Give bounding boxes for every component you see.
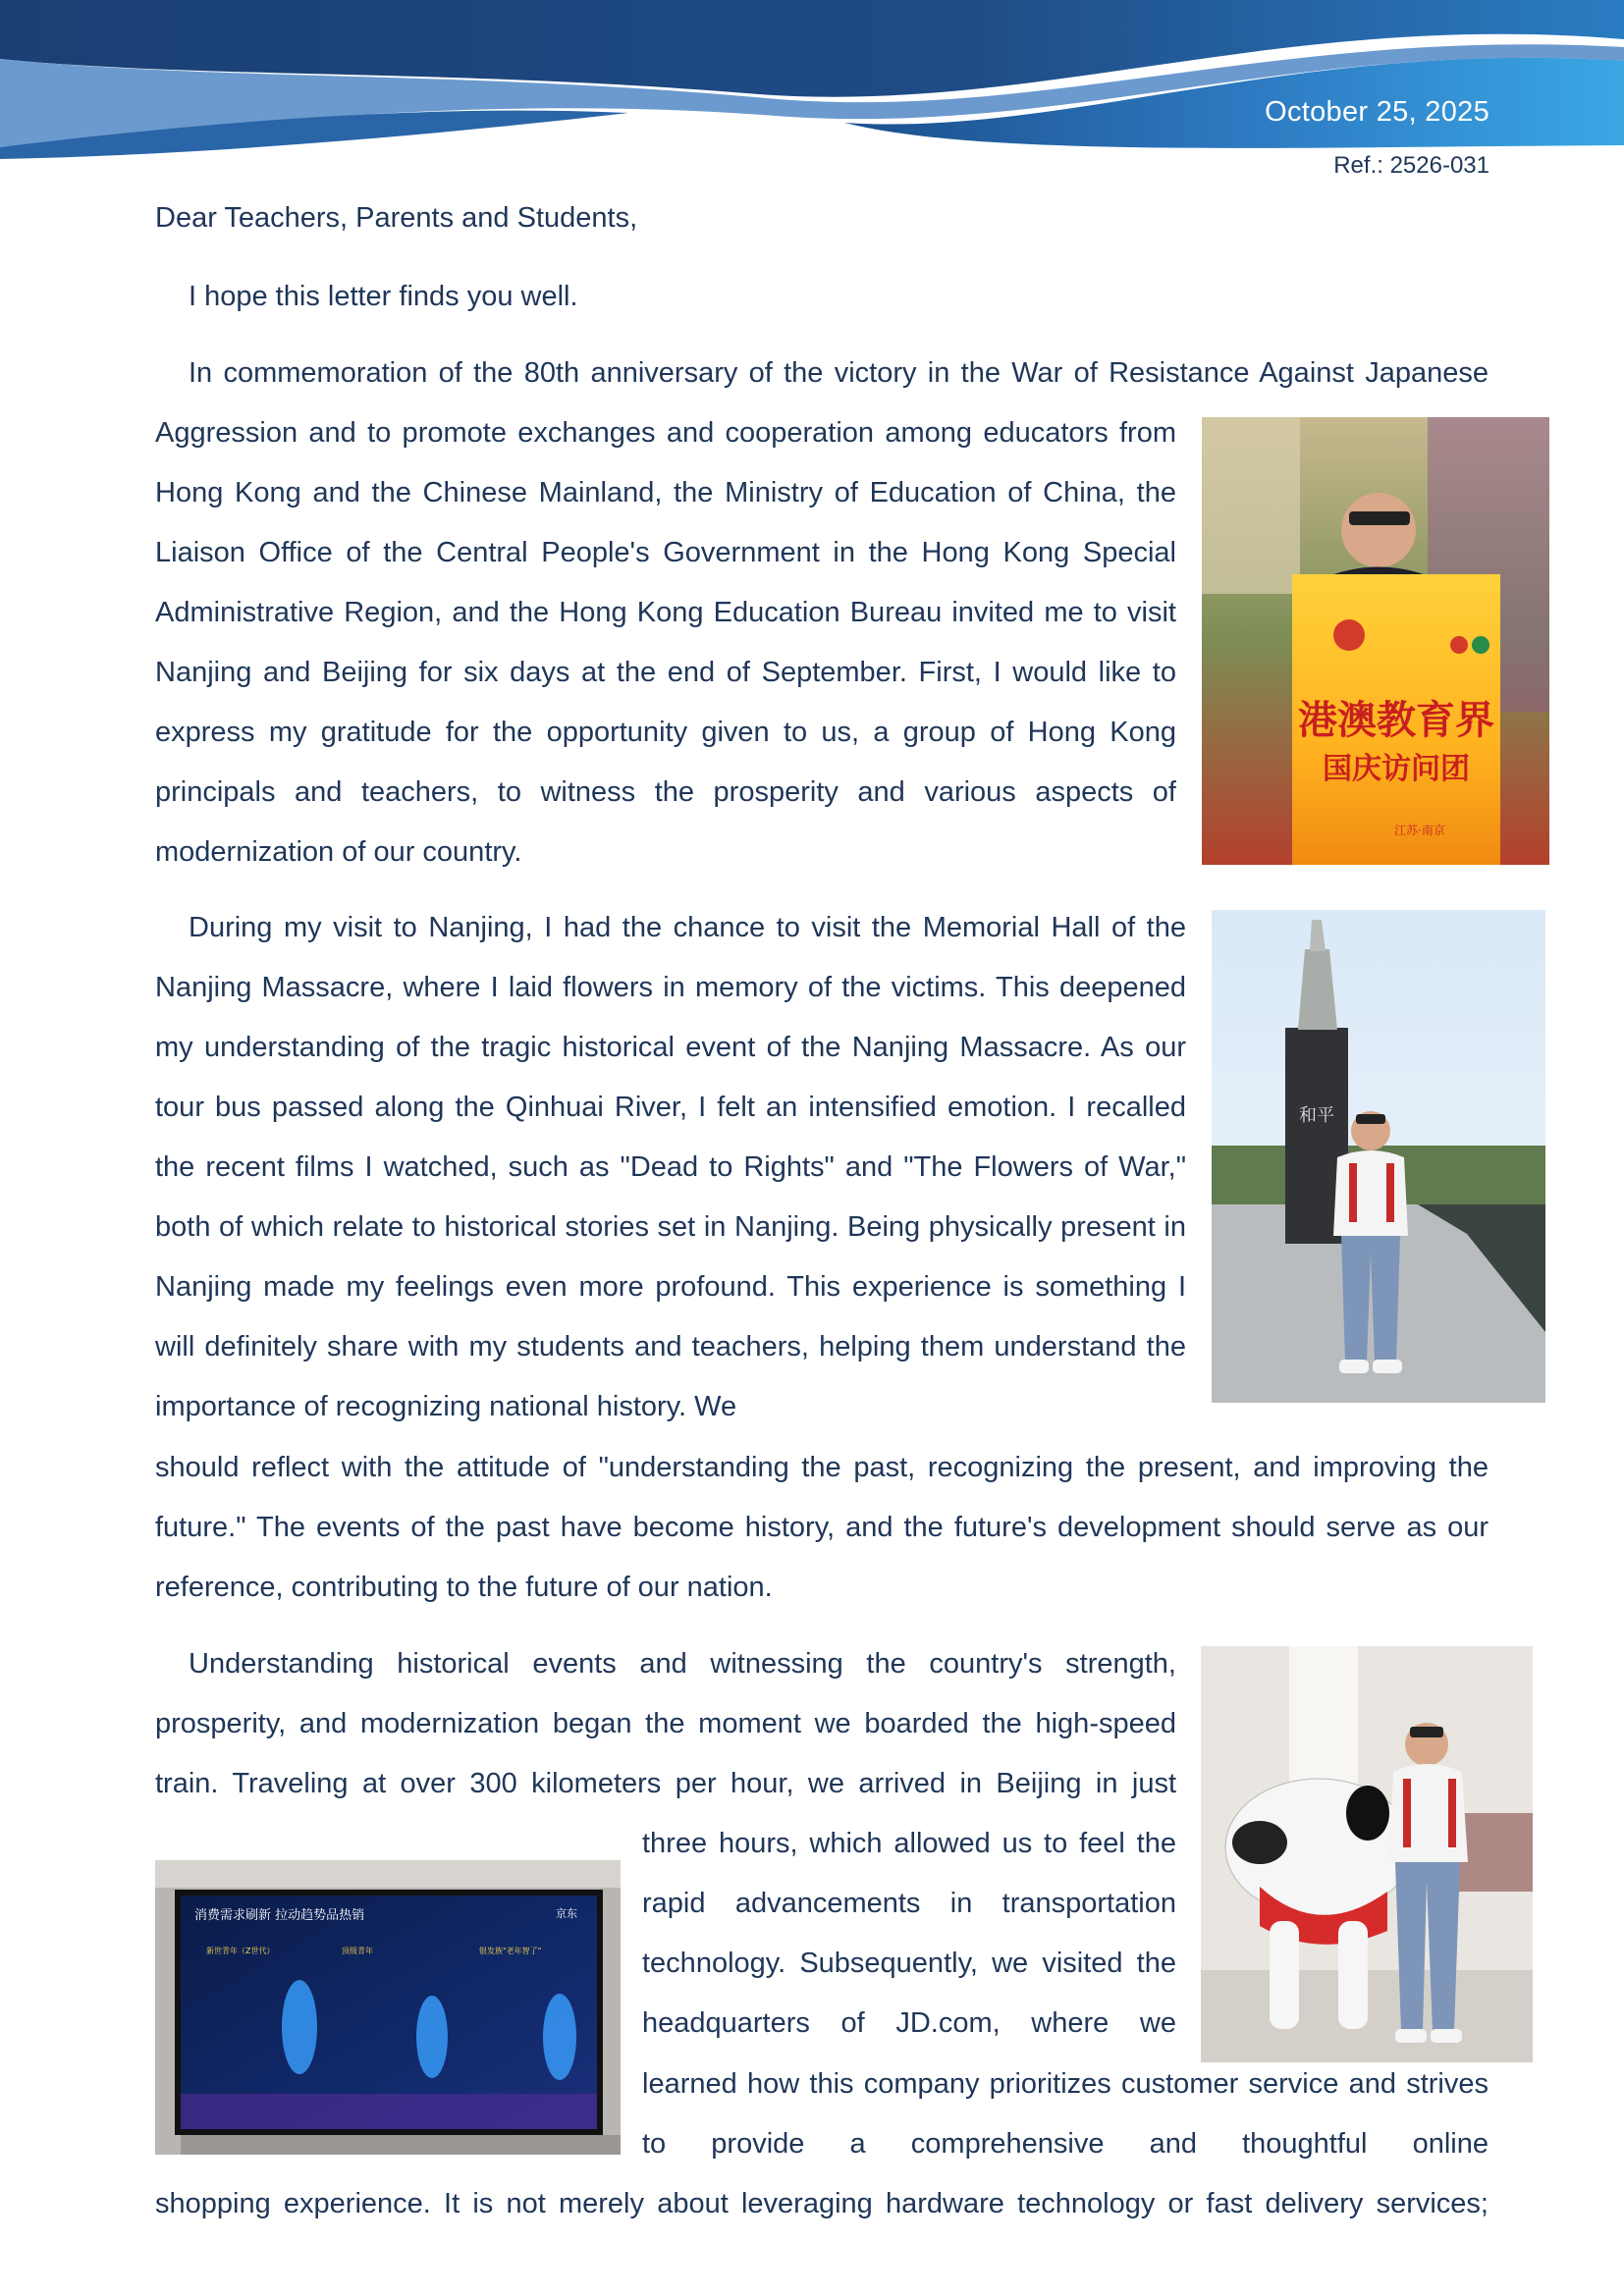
paragraph-1-body: Aggression and to promote exchanges and cooperation among educators from Hong Kong and the Chinese Mainland, the Ministry of Education of China, the Liaison Office of the Central People's Government in the Hong Kong Special Administrative Region, and the Hong Kong Education Bureau invited me to visit Nanjing and Beijing for six days at the end of September. First, I would like to express my gratitude for the opportunity given to us, a group of Hong Kong principals and teachers, to witness the prosperity and various aspects of modernization of our country.: [155, 417, 1176, 868]
greeting: I hope this letter finds you well.: [189, 281, 578, 312]
header-wave-banner: [0, 0, 1624, 167]
paragraph-3-wide: learned how this company prioritizes customer service and strives to provide a comprehensive and thoughtful online: [642, 2068, 1489, 2160]
screen-col2: 顶级青年: [342, 1947, 373, 1955]
memorial-plaque: 和平: [1299, 1105, 1334, 1126]
paragraph-3-middle: three hours, which allowed us to feel the rapid advancements in transportation technology. Subsequently, we visited the headquarters of JD.com, where we: [642, 1828, 1176, 2039]
reference-number: Ref.: 2526-031: [1333, 152, 1489, 179]
salutation: Dear Teachers, Parents and Students,: [155, 202, 638, 234]
podium-banner-small: 江苏·南京: [1394, 824, 1445, 837]
paragraph-3-bottom: shopping experience. It is not merely about leveraging hardware technology or fast delivery services;: [155, 2188, 1489, 2219]
jd-display-screen-photo: [155, 1860, 621, 2155]
screen-col1: 新世青年（Z世代）: [206, 1947, 275, 1955]
jd-mascot-photo: [1201, 1646, 1533, 2062]
paragraph-3-top: Understanding historical events and witnessing the country's strength, prosperity, and modernization began the moment we boarded the high-speed train. Traveling at over 300 kilometers per hour, we arrived in Beijing in just: [155, 1648, 1176, 1799]
memorial-photo: [1212, 910, 1545, 1403]
screen-logo: 京东: [556, 1907, 577, 1920]
paragraph-2-continued: should reflect with the attitude of "understanding the past, recognizing the present, and improving the future." The events of the past have become history, and the future's development should serve as our reference, contributing to the future of our nation.: [155, 1452, 1489, 1603]
podium-banner-line1: 港澳教育界: [1298, 698, 1494, 743]
podium-photo: [1202, 417, 1549, 865]
letter-date: October 25, 2025: [1265, 96, 1489, 128]
paragraph-1-first-line: In commemoration of the 80th anniversary of the victory in the War of Resistance Against Japanese: [189, 357, 1489, 389]
paragraph-2-wrapped: During my visit to Nanjing, I had the chance to visit the Memorial Hall of the Nanjing Massacre, where I laid flowers in memory of the victims. This deepened my understanding of the tragic historical event of the Nanjing Massacre. As our tour bus passed along the Qinhuai River, I felt an intensified emotion. I recalled the recent films I watched, such as "Dead to Rights" and "The Flowers of War," both of which relate to historical stories set in Nanjing. Being physically present in Nanjing made my feelings even more profound. This experience is something I will definitely share with my students and teachers, helping them understand the importance of recognizing national history. We: [155, 912, 1186, 1422]
podium-banner-line2: 国庆访问团: [1323, 752, 1470, 786]
screen-headline: 消费需求刷新 拉动趋势品热销: [194, 1908, 365, 1923]
screen-col3: 银发族"老年智了": [479, 1947, 542, 1955]
